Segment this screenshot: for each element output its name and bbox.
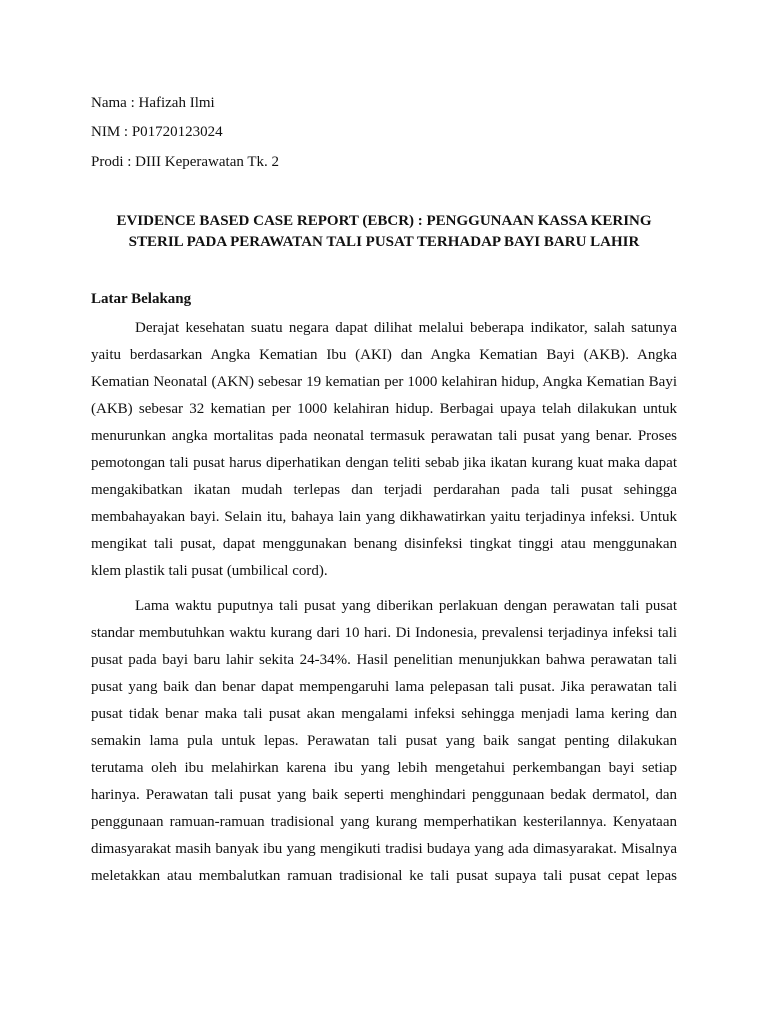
document-title-line: EVIDENCE BASED CASE REPORT (EBCR) : PENGGUNAAN KASSA KERING <box>116 213 652 229</box>
paragraph-line: standar membutuhkan waktu kurang dari 10 hari. Di Indonesia, prevalensi terjadinya infeksi tali <box>91 625 677 641</box>
paragraph-line: mengikat tali pusat, dapat menggunakan benang disinfeksi tingkat tinggi atau menggunakan <box>91 536 677 552</box>
paragraph-line: menurunkan angka mortalitas pada neonatal termasuk perawatan tali pusat yang benar. Proses <box>91 428 677 444</box>
paragraph-line: meletakkan atau membalutkan ramuan tradisional ke tali pusat supaya tali pusat cepat lepas <box>91 868 677 884</box>
paragraph-line: mengakibatkan ikatan mudah terlepas dan terjadi perdarahan pada tali pusat sehingga <box>91 482 677 498</box>
paragraph-line: yaitu berdasarkan Angka Kematian Ibu (AKI) dan Angka Kematian Bayi (AKB). Angka <box>91 347 677 363</box>
paragraph-line: pusat pada bayi baru lahir sekita 24-34%. Hasil penelitian menunjukkan bahwa perawatan tali <box>91 652 677 668</box>
document-title-line: STERIL PADA PERAWATAN TALI PUSAT TERHADAP BAYI BARU LAHIR <box>128 234 640 250</box>
paragraph-line: klem plastik tali pusat (umbilical cord). <box>91 563 328 579</box>
section-heading: Latar Belakang <box>91 291 192 307</box>
document-title <box>91 211 677 253</box>
paragraph-line: pusat yang baik dan benar dapat mempengaruhi lama pelepasan tali pusat. Jika perawatan tali <box>91 679 677 695</box>
student-nim: NIM : P01720123024 <box>91 124 223 140</box>
paragraph-line: dimasyarakat masih banyak ibu yang mengikuti tradisi budaya yang ada dimasyarakat. Misalnya <box>91 841 677 857</box>
paragraph-line: semakin lama pula untuk lepas. Perawatan tali pusat yang baik sangat penting dilakukan <box>91 733 677 749</box>
paragraph-1 <box>91 315 677 585</box>
paragraph-line: (AKB) sebesar 32 kematian per 1000 kelahiran hidup. Berbagai upaya telah dilakukan untuk <box>91 401 677 417</box>
paragraph-line: membahayakan bayi. Selain itu, bahaya lain yang dikhawatirkan yaitu terjadinya infeksi. Untuk <box>91 509 677 525</box>
paragraph-line: Lama waktu puputnya tali pusat yang diberikan perlakuan dengan perawatan tali pusat <box>135 598 677 614</box>
paragraph-line: pemotongan tali pusat harus diperhatikan dengan teliti sebab jika ikatan kurang kuat maka dapat <box>91 455 677 471</box>
paragraph-line: terutama oleh ibu melahirkan karena ibu yang lebih mengetahui perkembangan bayi setiap <box>91 760 677 776</box>
paragraph-line: Kematian Neonatal (AKN) sebesar 19 kematian per 1000 kelahiran hidup, Angka Kematian Bayi <box>91 374 677 390</box>
paragraph-line: pusat tidak benar maka tali pusat akan mengalami infeksi sehingga menjadi lama kering dan <box>91 706 677 722</box>
student-name: Nama : Hafizah Ilmi <box>91 95 215 111</box>
paragraph-line: Derajat kesehatan suatu negara dapat dilihat melalui beberapa indikator, salah satunya <box>135 320 677 336</box>
paragraph-2 <box>91 593 677 890</box>
study-program: Prodi : DIII Keperawatan Tk. 2 <box>91 154 279 170</box>
paragraph-line: penggunaan ramuan-ramuan tradisional yang kurang memperhatikan kesterilannya. Kenyataan <box>91 814 677 830</box>
paragraph-line: harinya. Perawatan tali pusat yang baik seperti menghindari penggunaan bedak dermatol, dan <box>91 787 677 803</box>
